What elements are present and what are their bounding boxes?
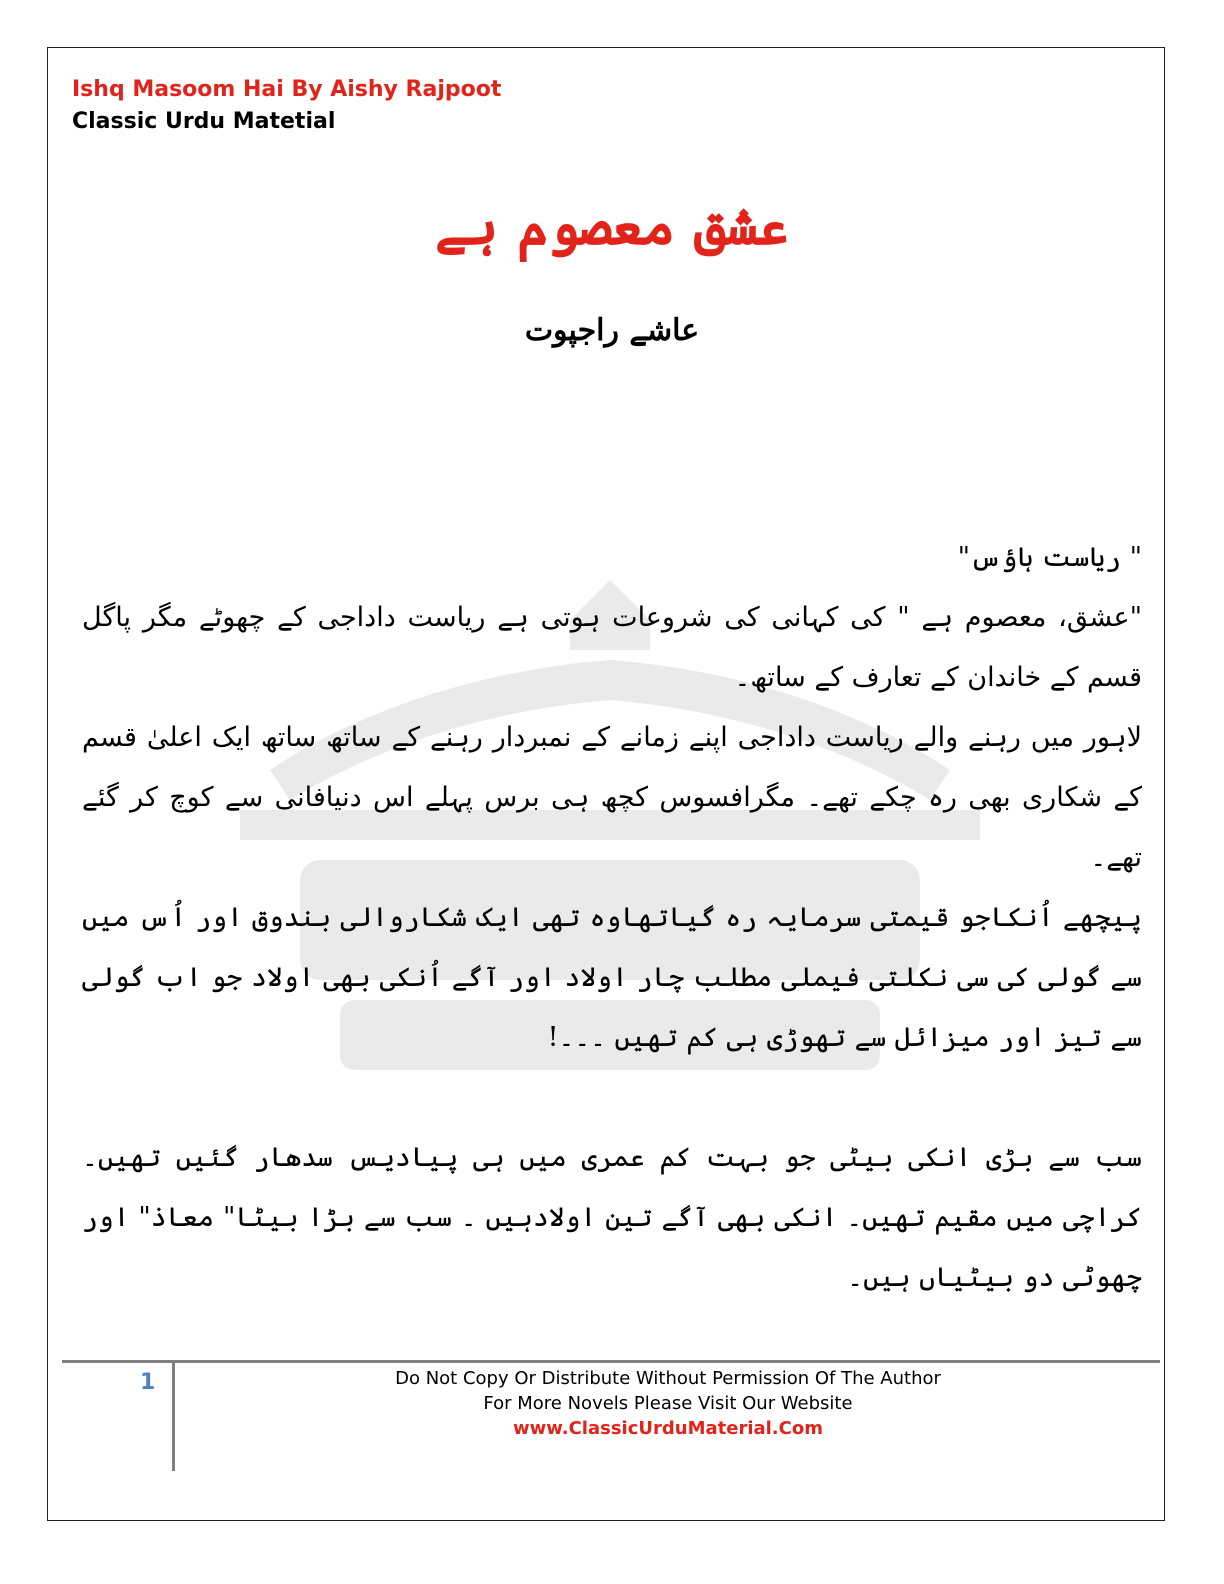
visit-website-text: For More Novels Please Visit Our Website [483, 1393, 853, 1414]
section-heading: " ریاست ہاؤس" [957, 542, 1142, 573]
chapter-body [82, 528, 1142, 1308]
novel-title: عشق معصوم ہے [434, 193, 789, 257]
footer-divider [62, 1360, 1160, 1363]
paragraph: لاہور میں رہنے والے ریاست داداجی اپنے زمانے کے نمبردار رہنے کے ساتھ ساتھ ایک اعلیٰ قسم کے شکاری بھی رہ چکے تھے۔ مگرافسوس کچھ ہی برس پہلے اس دنیافانی سے کوچ کر گئے تھے۔ [82, 722, 1142, 873]
footer-vertical-divider [172, 1363, 175, 1471]
header-title: Ishq Masoom Hai By Aishy Rajpoot [72, 77, 502, 102]
author-name: عاشے راجپوت [524, 313, 700, 348]
paragraph: پیچھے اُنکاجو قیمتی سرمایہ رہ گیاتھاوہ تھی ایک شکاروالی بندوق اور اُس میں سے گولی کی سی نکلتی فیملی مطلب چار اولاد اور آگے اُنکی بھی اولاد جو اب گولی سے تیز اور میزائل سے تھوڑی ہی کم تھیں ۔۔۔! [82, 902, 1142, 1053]
website-link[interactable]: www.ClassicUrduMaterial.Com [513, 1418, 823, 1439]
copyright-notice: Do Not Copy Or Distribute Without Permission Of The Author [395, 1368, 941, 1389]
paragraph: سب سے بڑی انکی بیٹی جو بہت کم عمری میں ہی پیادیس سدھار گئیں تھیں۔ کراچی میں مقیم تھیں۔ انکی بھی آگے تین اولادہیں ۔ سب سے بڑا بیٹا" معاذ" اور چھوٹی دو بیٹیاں ہیں۔ [82, 1142, 1142, 1293]
page-footer [280, 1366, 1056, 1441]
paragraph: "عشق، معصوم ہے " کی کہانی کی شروعات ہوتی ہے ریاست داداجی کے چھوٹے مگر پاگل قسم کے خاندان کے تعارف کے ساتھ۔ [82, 602, 1142, 693]
header-subtitle: Classic Urdu Matetial [72, 109, 336, 134]
paragraph-break [82, 1068, 1142, 1128]
page-header [72, 74, 501, 138]
page-number: 1 [140, 1370, 156, 1395]
